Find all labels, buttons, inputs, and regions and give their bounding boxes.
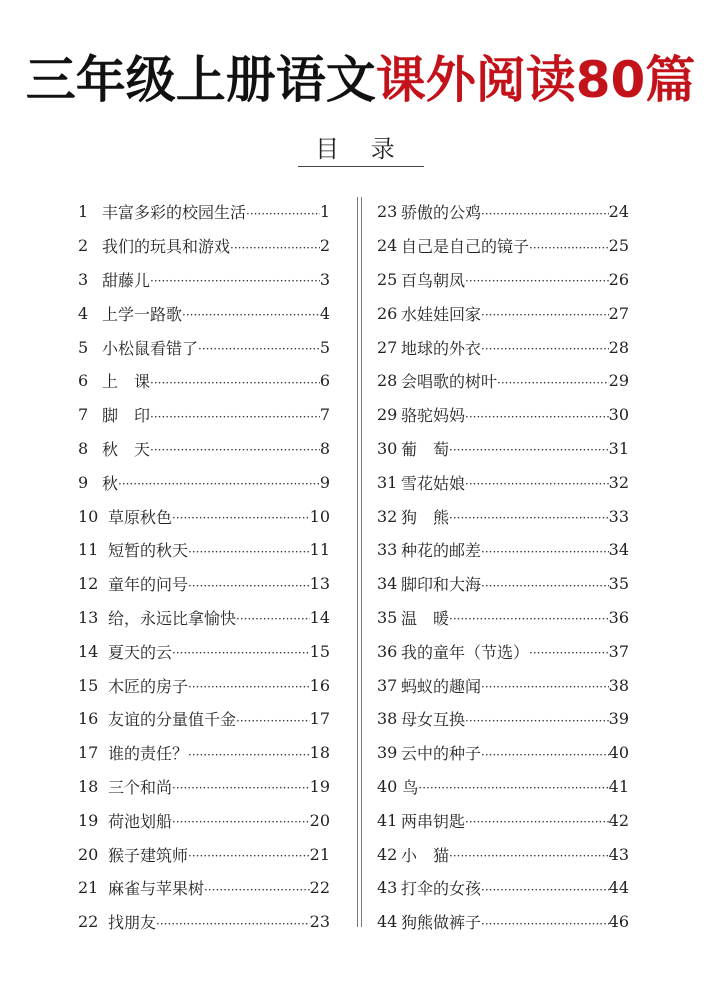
toc-entry-page: 44 xyxy=(608,878,629,898)
toc-entry-number: 3 xyxy=(78,269,89,289)
toc-entry-number: 18 xyxy=(78,776,99,796)
toc-entry-page: 29 xyxy=(608,371,629,391)
dot-leader xyxy=(246,203,320,221)
toc-entry-title: 友谊的分量值千金 xyxy=(108,710,237,730)
toc-entry-number: 15 xyxy=(78,675,99,695)
title-red-part: 课外阅读80篇 xyxy=(375,51,696,109)
toc-entry-number: 13 xyxy=(78,607,99,627)
toc-entry-number: 30 xyxy=(377,438,398,458)
toc-entry-title: 脚 印 xyxy=(102,406,151,426)
toc-entry-page: 23 xyxy=(309,912,330,932)
toc-entry-page: 37 xyxy=(608,641,629,661)
toc-entry-number: 2 xyxy=(78,236,89,256)
dot-leader xyxy=(529,642,609,660)
dot-leader xyxy=(236,608,310,626)
toc-entry-page: 28 xyxy=(608,337,629,357)
toc-entry-title: 秋 xyxy=(102,473,119,493)
toc-entry-page: 22 xyxy=(309,878,330,898)
toc-entry-number: 5 xyxy=(78,337,89,357)
dot-leader xyxy=(465,270,609,288)
toc-entry xyxy=(377,668,629,702)
toc-entry-title: 秋 天 xyxy=(102,439,151,459)
toc-entry-number: 20 xyxy=(78,844,99,864)
toc-entry-number: 42 xyxy=(377,844,398,864)
toc-entry xyxy=(377,499,629,533)
dot-leader xyxy=(481,913,609,931)
toc-entry-number: 34 xyxy=(377,574,398,594)
toc-entry-number: 25 xyxy=(377,269,398,289)
toc-entry-page: 21 xyxy=(309,844,330,864)
toc-entry-number: 1 xyxy=(78,202,89,222)
toc-entry-page: 14 xyxy=(309,607,330,627)
toc-entry xyxy=(78,736,330,770)
toc-entry-page: 30 xyxy=(608,405,629,425)
toc-entry-page: 5 xyxy=(319,337,330,357)
toc-entry xyxy=(377,465,629,499)
toc-entry-number: 4 xyxy=(78,303,89,323)
page-title xyxy=(0,40,721,120)
toc-entry-page: 26 xyxy=(608,269,629,289)
toc-entry-number: 10 xyxy=(78,506,99,526)
dot-leader xyxy=(172,811,310,829)
toc-entry-number: 14 xyxy=(78,641,99,661)
dot-leader xyxy=(465,710,609,728)
toc-entry-title: 蚂蚁的趣闻 xyxy=(401,676,482,696)
toc-entry-number: 22 xyxy=(78,912,99,932)
dot-leader xyxy=(172,642,310,660)
toc-entry-page: 25 xyxy=(608,236,629,256)
toc-entry xyxy=(377,330,629,364)
dot-leader xyxy=(481,541,609,559)
toc-entry-page: 33 xyxy=(608,506,629,526)
toc-entry-page: 38 xyxy=(608,675,629,695)
dot-leader xyxy=(230,237,320,255)
toc-entry xyxy=(78,803,330,837)
toc-entry-title: 雪花姑娘 xyxy=(401,473,466,493)
toc-entry-number: 41 xyxy=(377,810,398,830)
toc-entry-page: 27 xyxy=(608,303,629,323)
toc-entry-title: 我们的玩具和游戏 xyxy=(102,237,231,257)
toc-entry-page: 24 xyxy=(608,202,629,222)
toc-entry-number: 19 xyxy=(78,810,99,830)
toc-entry-page: 40 xyxy=(608,743,629,763)
toc-entry xyxy=(78,229,330,263)
toc-entry-title: 甜藤儿 xyxy=(102,270,151,290)
toc-entry-page: 35 xyxy=(608,574,629,594)
toc-entry-title: 鸟 xyxy=(402,777,419,797)
toc-entry-number: 24 xyxy=(377,236,398,256)
toc-entry-title: 短暂的秋天 xyxy=(108,541,189,561)
dot-leader xyxy=(188,541,310,559)
dot-leader xyxy=(481,879,609,897)
toc-entry-title: 夏天的云 xyxy=(108,642,173,662)
toc-entry-page: 1 xyxy=(319,202,330,222)
dot-leader xyxy=(182,304,320,322)
toc-entry-page: 8 xyxy=(319,438,330,458)
toc-entry-number: 12 xyxy=(78,574,99,594)
toc-entry-number: 31 xyxy=(377,472,398,492)
toc-entry-page: 42 xyxy=(608,810,629,830)
title-black-part: 三年级上册语文 xyxy=(25,51,376,109)
toc-entry-page: 43 xyxy=(608,844,629,864)
toc-entry-page: 31 xyxy=(608,438,629,458)
toc-entry xyxy=(78,567,330,601)
dot-leader xyxy=(497,372,609,390)
toc-entry xyxy=(78,364,330,398)
toc-entry-page: 3 xyxy=(319,269,330,289)
toc-entry-title: 我的童年（节选） xyxy=(401,642,530,662)
toc-entry-number: 36 xyxy=(377,641,398,661)
toc-entry-number: 11 xyxy=(78,540,99,560)
toc-entry-page: 36 xyxy=(608,607,629,627)
dot-leader xyxy=(449,845,609,863)
toc-entry-number: 23 xyxy=(377,202,398,222)
toc-entry-page: 13 xyxy=(309,574,330,594)
toc-entry-page: 34 xyxy=(608,540,629,560)
toc-entry-number: 9 xyxy=(78,472,89,492)
toc-entry xyxy=(78,601,330,635)
toc-entry-page: 10 xyxy=(309,506,330,526)
dot-leader xyxy=(418,777,608,795)
toc-entry-title: 小 猫 xyxy=(401,845,450,865)
toc-entry-title: 麻雀与苹果树 xyxy=(108,879,205,899)
toc-entry-title: 骆驼妈妈 xyxy=(401,406,466,426)
toc-entry xyxy=(78,871,330,905)
column-divider-line xyxy=(361,197,362,927)
toc-entry-number: 32 xyxy=(377,506,398,526)
toc-entry-title: 三个和尚 xyxy=(108,777,173,797)
dot-leader xyxy=(481,676,609,694)
toc-entry-number: 33 xyxy=(377,540,398,560)
toc-entry-number: 39 xyxy=(377,743,398,763)
toc-entry xyxy=(377,533,629,567)
toc-entry xyxy=(78,770,330,804)
toc-entry xyxy=(377,195,629,229)
toc-entry-title: 童年的问号 xyxy=(108,575,189,595)
toc-entry-title: 两串钥匙 xyxy=(401,811,466,831)
toc-entry-page: 41 xyxy=(608,776,629,796)
dot-leader xyxy=(481,575,609,593)
toc-entry-number: 35 xyxy=(377,607,398,627)
toc-entry-page: 17 xyxy=(309,709,330,729)
toc-entry-title: 草原秋色 xyxy=(108,507,173,527)
toc-entry-number: 21 xyxy=(78,878,99,898)
toc-entry-title: 丰富多彩的校园生活 xyxy=(102,203,247,223)
toc-entry-number: 8 xyxy=(78,438,89,458)
dot-leader xyxy=(465,811,609,829)
toc-entry xyxy=(78,533,330,567)
toc-entry-page: 39 xyxy=(608,709,629,729)
toc-entry-number: 40 xyxy=(377,776,398,796)
toc-entry xyxy=(78,330,330,364)
toc-entry-title: 骄傲的公鸡 xyxy=(401,203,482,223)
toc-heading: 目 录 xyxy=(298,132,424,167)
dot-leader xyxy=(529,237,609,255)
dot-leader xyxy=(198,338,320,356)
toc-entry xyxy=(377,837,629,871)
toc-entry-number: 44 xyxy=(377,912,398,932)
toc-entry xyxy=(377,398,629,432)
toc-entry-page: 4 xyxy=(319,303,330,323)
toc-entry xyxy=(377,263,629,297)
toc-entry xyxy=(377,803,629,837)
dot-leader xyxy=(188,575,310,593)
dot-leader xyxy=(172,507,310,525)
toc-entry-number: 38 xyxy=(377,709,398,729)
dot-leader xyxy=(465,473,609,491)
toc-entry xyxy=(377,567,629,601)
dot-leader xyxy=(188,744,310,762)
dot-leader xyxy=(188,845,310,863)
toc-entry-title: 上 课 xyxy=(102,372,151,392)
toc-entry-number: 16 xyxy=(78,709,99,729)
toc-entry-number: 43 xyxy=(377,878,398,898)
toc-entry xyxy=(78,195,330,229)
dot-leader xyxy=(150,439,320,457)
toc-left-column xyxy=(78,195,330,939)
toc-entry-number: 17 xyxy=(78,743,99,763)
toc-entry-title: 谁的责任？ xyxy=(108,744,189,764)
toc-entry xyxy=(78,668,330,702)
toc-entry xyxy=(377,871,629,905)
toc-entry-title: 荷池划船 xyxy=(108,811,173,831)
toc-entry-number: 27 xyxy=(377,337,398,357)
dot-leader xyxy=(156,913,310,931)
toc-entry xyxy=(377,229,629,263)
dot-leader xyxy=(236,710,310,728)
toc-entry xyxy=(377,736,629,770)
toc-entry-page: 2 xyxy=(319,236,330,256)
toc-entry-title: 给，永远比拿愉快 xyxy=(108,608,237,628)
dot-leader xyxy=(150,372,320,390)
toc-entry-page: 19 xyxy=(309,776,330,796)
dot-leader xyxy=(449,507,609,525)
toc-entry-page: 11 xyxy=(309,540,330,560)
toc-entry-title: 母女互换 xyxy=(401,710,466,730)
toc-entry xyxy=(78,905,330,939)
toc-entry xyxy=(78,499,330,533)
toc-entry-title: 会唱歌的树叶 xyxy=(401,372,498,392)
toc-entry-title: 温 暖 xyxy=(401,608,450,628)
toc-entry xyxy=(78,634,330,668)
dot-leader xyxy=(118,473,320,491)
toc-entry-title: 地球的外衣 xyxy=(401,338,482,358)
dot-leader xyxy=(481,203,609,221)
dot-leader xyxy=(172,777,310,795)
toc-entry xyxy=(377,770,629,804)
column-divider-line xyxy=(357,197,358,927)
toc-entry-title: 百鸟朝凤 xyxy=(401,270,466,290)
dot-leader xyxy=(449,608,609,626)
toc-entry xyxy=(78,263,330,297)
toc-entry xyxy=(78,465,330,499)
toc-entry xyxy=(377,296,629,330)
toc-entry-page: 16 xyxy=(309,675,330,695)
toc-entry-title: 猴子建筑师 xyxy=(108,845,189,865)
toc-entry xyxy=(377,601,629,635)
dot-leader xyxy=(150,406,320,424)
dot-leader xyxy=(204,879,310,897)
toc-entry-page: 32 xyxy=(608,472,629,492)
toc-entry-title: 葡 萄 xyxy=(401,439,450,459)
toc-entry xyxy=(78,837,330,871)
dot-leader xyxy=(481,304,609,322)
toc-entry xyxy=(78,296,330,330)
toc-entry-title: 上学一路歌 xyxy=(102,304,183,324)
toc-entry-title: 狗熊做裤子 xyxy=(401,913,482,933)
toc-entry-number: 37 xyxy=(377,675,398,695)
toc-entry xyxy=(78,398,330,432)
toc-entry-page: 9 xyxy=(319,472,330,492)
toc-entry-title: 狗 熊 xyxy=(401,507,450,527)
dot-leader xyxy=(449,439,609,457)
toc-entry-number: 29 xyxy=(377,405,398,425)
toc-entry-title: 小松鼠看错了 xyxy=(102,338,199,358)
toc-entry-page: 20 xyxy=(309,810,330,830)
toc-entry-number: 6 xyxy=(78,371,89,391)
toc-entry-title: 种花的邮差 xyxy=(401,541,482,561)
toc-entry xyxy=(377,634,629,668)
dot-leader xyxy=(481,744,609,762)
toc-entry xyxy=(377,432,629,466)
toc-right-column xyxy=(377,195,629,939)
toc-entry-title: 水娃娃回家 xyxy=(401,304,482,324)
dot-leader xyxy=(150,270,320,288)
toc-entry-title: 脚印和大海 xyxy=(401,575,482,595)
toc-entry-title: 木匠的房子 xyxy=(108,676,189,696)
toc-entry-title: 找朋友 xyxy=(108,913,157,933)
toc-entry xyxy=(78,432,330,466)
toc-entry-title: 云中的种子 xyxy=(401,744,482,764)
toc-entry xyxy=(377,905,629,939)
dot-leader xyxy=(481,338,609,356)
toc-entry-page: 7 xyxy=(319,405,330,425)
toc-entry-number: 26 xyxy=(377,303,398,323)
toc-entry xyxy=(377,364,629,398)
toc-entry-page: 18 xyxy=(309,743,330,763)
dot-leader xyxy=(188,676,310,694)
toc-entry-title: 自己是自己的镜子 xyxy=(401,237,530,257)
toc-entry xyxy=(377,702,629,736)
toc-entry-page: 46 xyxy=(608,912,629,932)
toc-entry-number: 28 xyxy=(377,371,398,391)
toc-entry xyxy=(78,702,330,736)
toc-entry-number: 7 xyxy=(78,405,89,425)
toc-entry-title: 打伞的女孩 xyxy=(401,879,482,899)
toc-entry-page: 6 xyxy=(319,371,330,391)
dot-leader xyxy=(465,406,609,424)
toc-entry-page: 15 xyxy=(309,641,330,661)
